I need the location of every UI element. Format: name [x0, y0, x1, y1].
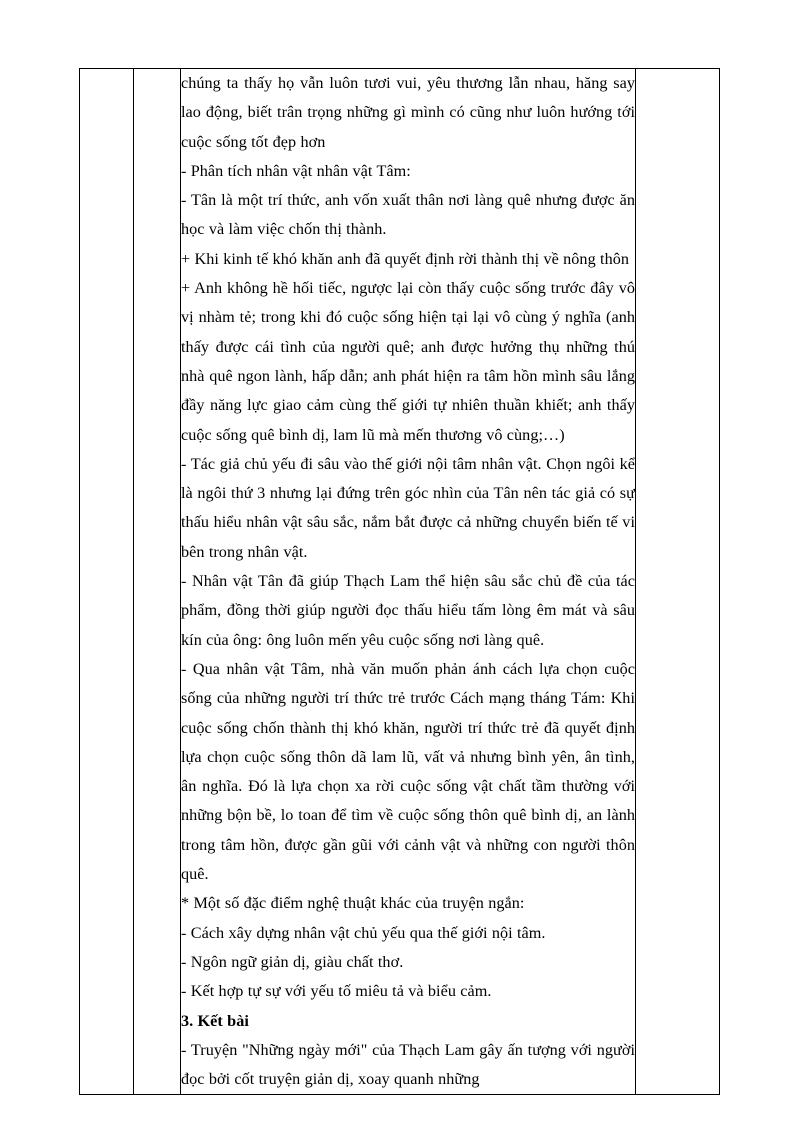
paragraph-6: - Tác giả chủ yếu đi sâu vào thế giới nội tâm nhân vật. Chọn ngôi kể là ngôi thứ 3 nhưng lại đứng trên góc nhìn của Tân nên tác giả có sự thấu hiểu nhân vật sâu sắc, nắm bắt được cả những chuyển biến tế vi bên trong nhân vật.: [181, 454, 635, 561]
paragraph-3: - Tân là một trí thức, anh vốn xuất thân nơi làng quê nhưng được ăn học và làm việc chốn thị thành.: [181, 191, 635, 239]
paragraph-11: - Ngôn ngữ giản dị, giàu chất thơ.: [181, 952, 404, 971]
paragraph-4: + Khi kinh tế khó khăn anh đã quyết định rời thành thị về nông thôn: [181, 249, 629, 268]
paragraph-9: * Một số đặc điểm nghệ thuật khác của truyện ngắn:: [181, 894, 525, 913]
paragraph-10: - Cách xây dựng nhân vật chủ yếu qua thế giới nội tâm.: [181, 923, 546, 942]
content-paragraphs: [181, 69, 635, 1094]
paragraph-14: - Truyện "Những ngày mới" của Thạch Lam gây ấn tượng với người đọc bởi cốt truyện giản dị, xoay quanh những: [181, 1040, 635, 1089]
paragraph-2: - Phân tích nhân vật nhân vật Tâm:: [181, 161, 411, 180]
section-heading-ket-bai: 3. Kết bài: [181, 1011, 249, 1030]
document-table: [79, 68, 720, 1095]
paragraph-5: + Anh không hề hối tiếc, ngược lại còn thấy cuộc sống trước đây vô vị nhàm tẻ; trong khi đó cuộc sống hiện tại lại vô cùng ý nghĩa (anh thấy được cái tình của người quê; anh được hưởng thụ những thú nhà quê ngon lành, hấp dẫn; anh phát hiện ra tâm hồn mình sâu lắng đầy năng lực giao cảm cùng thế giới tự nhiên thuần khiết; anh thấy cuộc sống quê bình dị, lam lũ mà mến thương vô cùng;…): [181, 279, 635, 444]
table-cell-empty-1: [80, 69, 134, 1095]
table-cell-empty-2: [134, 69, 181, 1095]
paragraph-8: - Qua nhân vật Tâm, nhà văn muốn phản ánh cách lựa chọn cuộc sống của những người trí thức trẻ trước Cách mạng tháng Tám: Khi cuộc sống chốn thành thị khó khăn, người trí thức trẻ đã quyết định lựa chọn cuộc sống thôn dã lam lũ, vất vả nhưng bình yên, ân tình, ân nghĩa. Đó là lựa chọn xa rời cuộc sống vật chất tầm thường với những bộn bề, lo toan để tìm về cuộc sống thôn quê bình dị, an lành trong tâm hồn, được gần gũi với cảnh vật và những con người thôn quê.: [181, 659, 635, 884]
paragraph-1: chúng ta thấy họ vẫn luôn tươi vui, yêu thương lẫn nhau, hăng say lao động, biết trân trọng những gì mình có cũng như luôn hướng tới cuộc sống tốt đẹp hơn: [181, 74, 635, 151]
paragraph-12: - Kết hợp tự sự với yếu tố miêu tả và biểu cảm.: [181, 982, 492, 1001]
table-body: [80, 69, 720, 1095]
table-cell-empty-right: [636, 69, 720, 1095]
paragraph-7: - Nhân vật Tân đã giúp Thạch Lam thể hiện sâu sắc chủ đề của tác phẩm, đồng thời giúp người đọc thấu hiểu tấm lòng êm mát và sâu kín của ông: ông luôn mến yêu cuộc sống nơi làng quê.: [181, 572, 635, 649]
table-row: [80, 69, 720, 1095]
table-cell-content: [181, 69, 636, 1095]
